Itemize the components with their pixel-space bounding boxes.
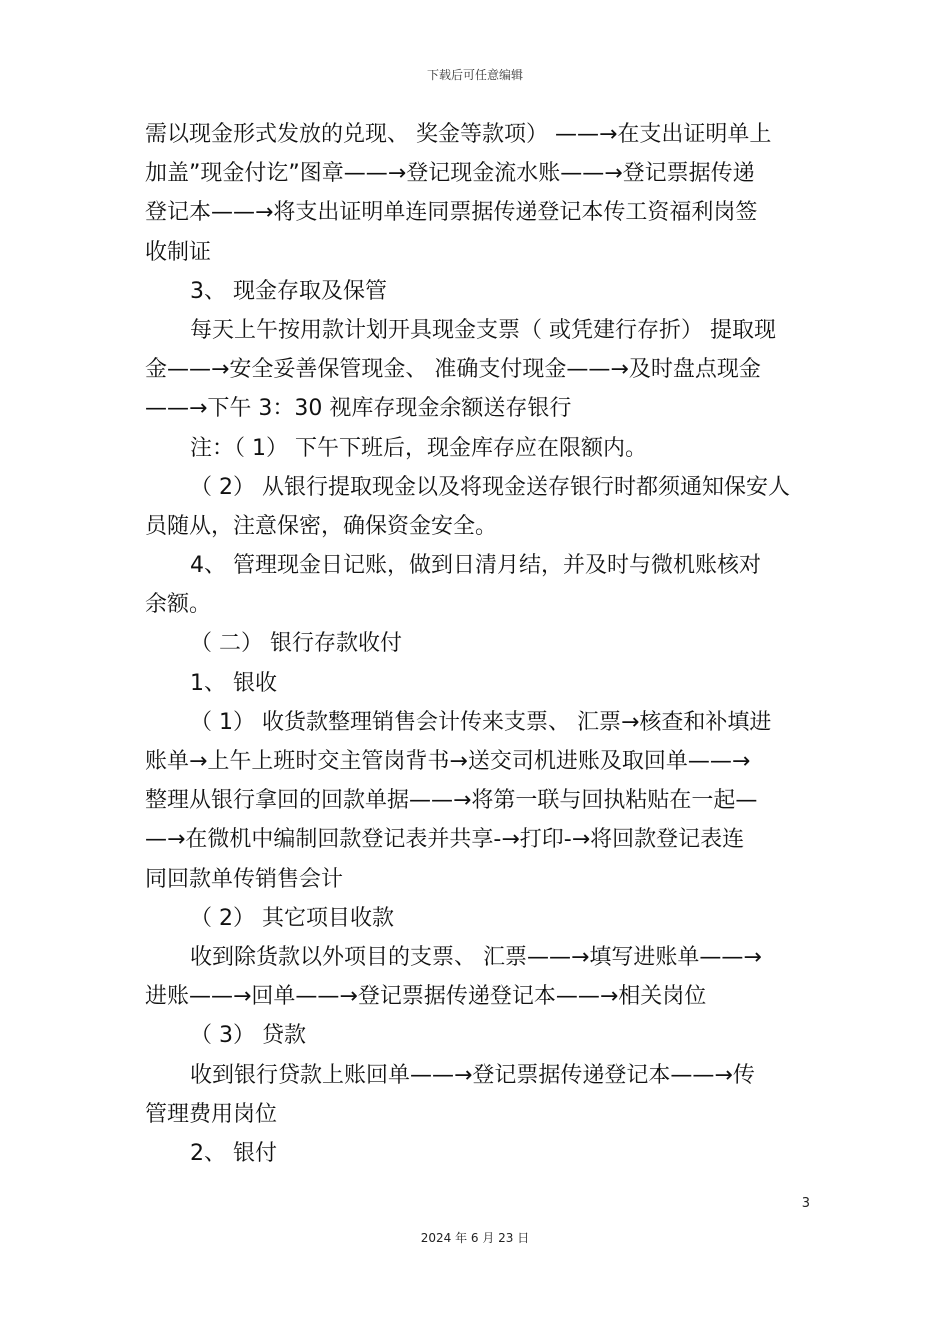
footer-date: 2024 年 6 月 23 日 (420, 1231, 530, 1245)
body-line: 账单→上午上班时交主管岗背书→送交司机进账及取回单——→ (145, 749, 751, 774)
body-line: 加盖”现金付讫”图章——→登记现金流水账——→登记票据传递 (145, 161, 755, 187)
document-body (145, 115, 810, 1173)
body-line: —→在微机中编制回款登记表并共享-→打印-→将回款登记表连 (145, 827, 745, 853)
body-line: 收到除货款以外项目的支票、 汇票——→填写进账单——→ (190, 944, 762, 970)
page-number: 3 (801, 1196, 810, 1211)
body-line: 管理费用岗位 (145, 1101, 278, 1127)
body-line: 收到银行贷款上账回单——→登记票据传递登记本——→传 (190, 1062, 755, 1088)
section-heading-bank-deposits: （ 二） 银行存款收付 (190, 631, 402, 657)
subsection-heading-loans: （ 3） 贷款 (190, 1023, 306, 1049)
body-line: 员随从，注意保密，确保资金安全。 (145, 513, 498, 539)
body-line: 每天上午按用款计划开具现金支票（ 或凭建行存折） 提取现 (190, 317, 776, 343)
body-line: 需以现金形式发放的兑现、 奖金等款项） ——→在支出证明单上 (145, 122, 772, 147)
note-line: 注：（ 1） 下午下班后，现金库存应在限额内。 (190, 435, 647, 461)
subsection-heading-bank-payments: 2、 银付 (190, 1140, 277, 1166)
note-line: （ 2） 从银行提取现金以及将现金送存银行时都须通知保安人 (190, 474, 790, 500)
body-line: 整理从银行拿回的回款单据——→将第一联与回执粘贴在一起— (145, 788, 758, 814)
subsection-heading-bank-receipts: 1、 银收 (190, 670, 277, 696)
body-line: 余额。 (145, 592, 212, 618)
subsection-heading-other-receipts: （ 2） 其它项目收款 (190, 905, 394, 931)
body-line: 金——→安全妥善保管现金、 准确支付现金——→及时盘点现金 (145, 357, 761, 383)
body-line: 收制证 (145, 239, 212, 265)
section-heading-cash-journal: 4、 管理现金日记账，做到日清月结，并及时与微机账核对 (190, 553, 761, 579)
body-line: 登记本——→将支出证明单连同票据传递登记本传工资福利岗签 (145, 200, 758, 226)
body-line: ——→下午 3：30 视库存现金余额送存银行 (145, 396, 572, 422)
body-line: （ 1） 收货款整理销售会计传来支票、 汇票→核查和补填进 (190, 709, 772, 735)
page-header: 下载后可任意编辑 (426, 68, 523, 82)
section-heading-cash-storage: 3、 现金存取及保管 (190, 278, 387, 304)
body-line: 进账——→回单——→登记票据传递登记本——→相关岗位 (145, 984, 707, 1010)
body-line: 同回款单传销售会计 (145, 866, 344, 892)
